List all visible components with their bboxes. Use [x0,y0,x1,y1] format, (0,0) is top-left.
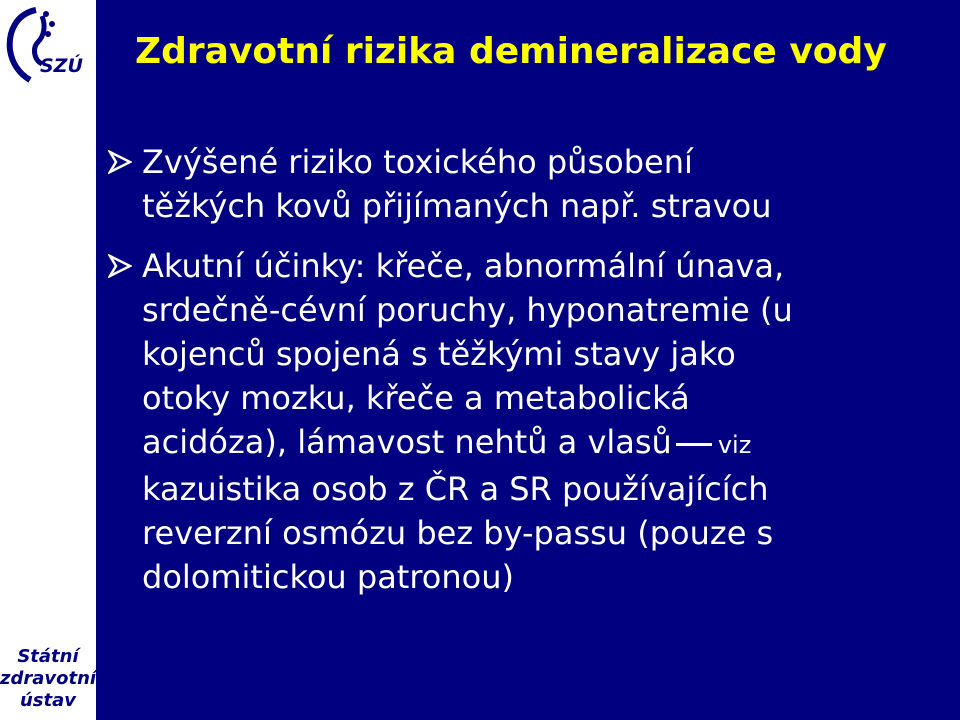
bullet-text-line: Akutní účinky: křeče, abnormální únava, [142,247,785,285]
bullet-item [108,140,948,228]
bullet-text-segment: acidóza), lámavost nehtů a vlasů [142,423,672,461]
dash-divider [676,443,712,446]
bullet-text-line: reverzní osmózu bez by-passu (pouze s [142,514,774,552]
bullet-text-line: kazuistika osob z ČR a SR používajících [142,470,769,508]
bullet-text-line: dolomitickou patronou) [142,558,514,596]
slide-title: Zdravotní rizika demineralizace vody [135,31,887,72]
reference-note: viz [717,431,752,459]
bullet-text-line-with-note [142,420,948,467]
bullet-text-line: kojenců spojená s těžkými stavy jako [142,335,736,373]
sidebar [0,0,96,720]
bullet-text-line: těžkých kovů přijímaných např. stravou [142,187,772,225]
logo-text: SZÚ [40,55,83,77]
szu-logo [6,6,90,88]
bullet-list [108,140,948,615]
bullet-text-line: srdečně-cévní poruchy, hyponatremie (u [142,291,793,329]
bullet-text-line: Zvýšené riziko toxického působení [142,143,693,181]
org-line: Státní [17,646,79,667]
org-line: ústav [19,690,76,711]
arrowhead-bullet-icon [108,150,132,174]
bullet-text-line: otoky mozku, křeče a metabolická [142,379,690,417]
org-line: zdravotní [0,668,97,689]
arrowhead-bullet-icon [108,254,132,278]
organization-name [0,646,96,712]
bullet-item [108,244,948,599]
